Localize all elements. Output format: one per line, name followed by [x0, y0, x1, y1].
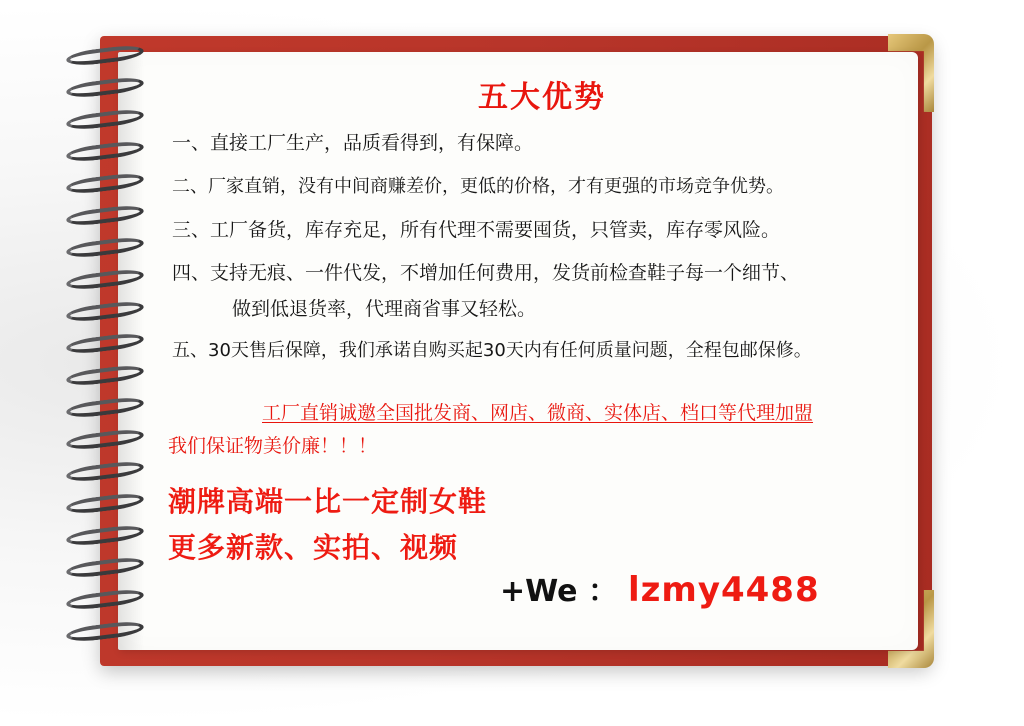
advantage-item-1: 一、直接工厂生产，品质看得到，有保障。	[172, 132, 534, 154]
spiral-ring	[65, 427, 144, 451]
spiral-ring	[65, 459, 144, 483]
headline-line-1: 潮牌高端一比一定制女鞋	[168, 485, 488, 518]
wechat-label: +We ：	[500, 574, 618, 609]
spiral-ring	[65, 43, 144, 67]
advantage-item-4-continuation: 做到低退货率，代理商省事又轻松。	[232, 298, 537, 321]
page-title: 五大优势	[478, 80, 606, 115]
spiral-ring	[65, 171, 144, 195]
spiral-ring	[65, 587, 144, 611]
spiral-ring	[65, 555, 144, 579]
promo-line-1: 工厂直销诚邀全国批发商、网店、微商、实体店、档口等代理加盟	[262, 402, 814, 424]
advantage-item-5: 五、30天售后保障，我们承诺自购买起30天内有任何质量问题，全程包邮保修。	[172, 340, 812, 362]
spiral-ring	[65, 267, 144, 291]
promo-line-2: 我们保证物美价廉！！！	[168, 435, 378, 457]
spiral-binding	[66, 44, 146, 660]
page-content	[150, 56, 910, 646]
spiral-ring	[65, 235, 144, 259]
spiral-ring	[65, 491, 144, 515]
wechat-id: lzmy4488	[627, 570, 820, 610]
advantage-item-3: 三、工厂备货，库存充足，所有代理不需要囤货，只管卖，库存零风险。	[172, 218, 781, 241]
spiral-ring	[65, 523, 144, 547]
spiral-ring	[65, 203, 144, 227]
spiral-ring	[65, 619, 144, 643]
spiral-ring	[65, 139, 144, 163]
spiral-ring	[65, 299, 144, 323]
spiral-ring	[65, 395, 144, 419]
advantage-item-4: 四、支持无痕、一件代发，不增加任何费用，发货前检查鞋子每一个细节、	[172, 262, 800, 285]
wechat-contact	[500, 566, 820, 610]
spiral-ring	[65, 75, 144, 99]
spiral-ring	[65, 331, 144, 355]
advantage-item-2: 二、厂家直销，没有中间商赚差价，更低的价格，才有更强的市场竞争优势。	[172, 175, 784, 197]
spiral-ring	[65, 363, 144, 387]
headline-line-2: 更多新款、实拍、视频	[168, 531, 459, 564]
spiral-ring	[65, 107, 144, 131]
